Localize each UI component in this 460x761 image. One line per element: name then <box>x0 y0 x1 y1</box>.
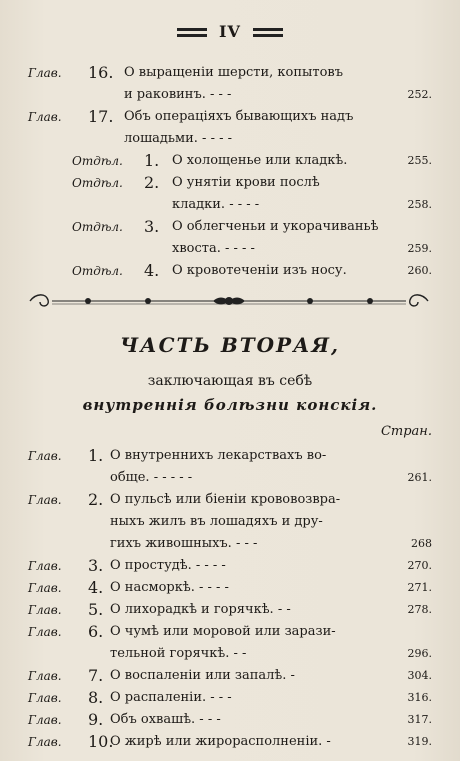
toc-entry-label: Отдѣл. <box>72 220 123 234</box>
toc-line <box>0 467 460 489</box>
toc-entry-title: О унятіи крови послѣ <box>172 175 320 190</box>
toc-line <box>0 128 460 150</box>
toc-entry-title: кладки. - - - - <box>172 197 260 212</box>
toc-line <box>0 84 460 106</box>
toc-entry-label: Глав. <box>28 493 62 507</box>
toc-line <box>0 731 460 753</box>
toc-entry-label: Глав. <box>28 625 62 639</box>
toc-line <box>0 62 460 84</box>
page-number: IV <box>219 22 241 41</box>
toc-entry-label: Глав. <box>28 713 62 727</box>
toc-entry-number: 6. <box>88 622 104 641</box>
column-header-pages: Стран. <box>380 424 432 439</box>
toc-entry-title: О внутреннихъ лекарствахъ во- <box>110 448 327 463</box>
toc-entry-number: 1. <box>88 446 104 465</box>
toc-entry-page: 319. <box>407 735 432 748</box>
toc-entry-title: О кровотеченіи изъ носу. <box>172 263 347 278</box>
toc-line <box>0 555 460 577</box>
toc-entry-title: О пульсѣ или біеніи крововозвра- <box>110 492 341 507</box>
toc-entry-title: О насморкѣ. - - - - <box>110 580 229 595</box>
toc-entry-number: 1. <box>144 151 160 170</box>
toc-line <box>0 106 460 128</box>
toc-entry-page: 316. <box>407 691 432 704</box>
toc-entry-page: 259. <box>407 242 432 255</box>
toc-entry-label: Глав. <box>28 669 62 683</box>
toc-line <box>0 150 460 172</box>
toc-entry-page: 317. <box>407 713 432 726</box>
toc-entry-title: хвоста. - - - - <box>172 241 255 256</box>
header-rule-left <box>177 28 207 37</box>
toc-entry-label: Отдѣл. <box>72 264 123 278</box>
toc-line <box>0 489 460 511</box>
toc-line <box>0 445 460 467</box>
toc-entry-title: и раковинъ. - - - <box>124 87 232 102</box>
toc-entry-title: О облегченьи и укорачиваньѣ <box>172 219 379 234</box>
toc-entry-label: Глав. <box>28 66 62 80</box>
toc-entry-number: 2. <box>88 490 104 509</box>
toc-entry-number: 3. <box>144 217 160 236</box>
part-title: ЧАСТЬ ВТОРАЯ, <box>120 333 340 357</box>
toc-entry-number: 4. <box>88 578 104 597</box>
page-header <box>0 22 460 41</box>
toc-entry-page: 270. <box>407 559 432 572</box>
toc-entry-title: тельной горячкѣ. - - <box>110 646 247 661</box>
toc-entry-number: 16. <box>88 63 114 82</box>
toc-entry-title: О чумѣ или моровой или зарази- <box>110 624 336 639</box>
toc-entry-label: Глав. <box>28 735 62 749</box>
toc-entry-page: 255. <box>407 154 432 167</box>
toc-entry-label: Отдѣл. <box>72 176 123 190</box>
toc-entry-number: 17. <box>88 107 114 126</box>
toc-entry-title: О воспаленіи или запалѣ. - <box>110 668 295 683</box>
toc-line <box>0 709 460 731</box>
toc-entry-page: 278. <box>407 603 432 616</box>
toc-entry-page: 258. <box>407 198 432 211</box>
header-rule-right <box>253 28 283 37</box>
toc-line <box>0 238 460 260</box>
toc-entry-number: 3. <box>88 556 104 575</box>
toc-entry-label: Глав. <box>28 110 62 124</box>
toc-entry-page: 252. <box>407 88 432 101</box>
toc-entry-title: О жирѣ или жирорасполненіи. - <box>110 734 331 749</box>
part-subtitle-italic: внутреннія болѣзни конскія. <box>82 396 378 414</box>
toc-entry-number: 9. <box>88 710 104 729</box>
toc-entry-page: 296. <box>407 647 432 660</box>
toc-entry-title: обще. - - - - - <box>110 470 193 485</box>
toc-entry-number: 5. <box>88 600 104 619</box>
toc-line <box>0 687 460 709</box>
toc-entry-title: гихъ живошныхъ. - - - <box>110 536 258 551</box>
toc-line <box>0 665 460 687</box>
toc-line <box>0 511 460 533</box>
toc-line <box>0 643 460 665</box>
toc-entry-page: 261. <box>407 471 432 484</box>
toc-line <box>0 533 460 555</box>
toc-line <box>0 194 460 216</box>
toc-line <box>0 599 460 621</box>
toc-entry-page: 304. <box>407 669 432 682</box>
ornamental-divider <box>28 292 430 310</box>
toc-line <box>0 260 460 282</box>
toc-entry-page: 271. <box>407 581 432 594</box>
toc-entry-title: лошадьми. - - - - <box>124 131 233 146</box>
toc-entry-label: Отдѣл. <box>72 154 123 168</box>
toc-entry-title: О лихорадкѣ и горячкѣ. - - <box>110 602 291 617</box>
toc-entry-label: Глав. <box>28 449 62 463</box>
toc-entry-number: 8. <box>88 688 104 707</box>
toc-entry-number: 4. <box>144 261 160 280</box>
toc-entry-title: О выращеніи шерсти, копытовъ <box>124 65 344 80</box>
toc-line <box>0 577 460 599</box>
toc-entry-label: Глав. <box>28 691 62 705</box>
part-subtitle: заключающая въ себѣ <box>147 373 313 389</box>
toc-entry-page: 260. <box>407 264 432 277</box>
toc-entry-page: 268 <box>411 537 432 550</box>
toc-line <box>0 621 460 643</box>
toc-entry-label: Глав. <box>28 603 62 617</box>
toc-entry-number: 10. <box>88 732 114 751</box>
toc-entry-title: Объ охвашѣ. - - - <box>110 712 221 727</box>
toc-entry-label: Глав. <box>28 559 62 573</box>
toc-line <box>0 216 460 238</box>
toc-entry-number: 2. <box>144 173 160 192</box>
toc-entry-number: 7. <box>88 666 104 685</box>
toc-entry-title: О холощенье или кладкѣ. <box>172 153 348 168</box>
toc-entry-label: Глав. <box>28 581 62 595</box>
toc-entry-title: Объ операціяхъ бывающихъ надъ <box>124 109 354 124</box>
toc-entry-title: ныхъ жилъ въ лошадяхъ и дру- <box>110 514 323 529</box>
toc-line <box>0 172 460 194</box>
toc-entry-title: О распаленіи. - - - <box>110 690 232 705</box>
toc-entry-title: О простудѣ. - - - - <box>110 558 226 573</box>
